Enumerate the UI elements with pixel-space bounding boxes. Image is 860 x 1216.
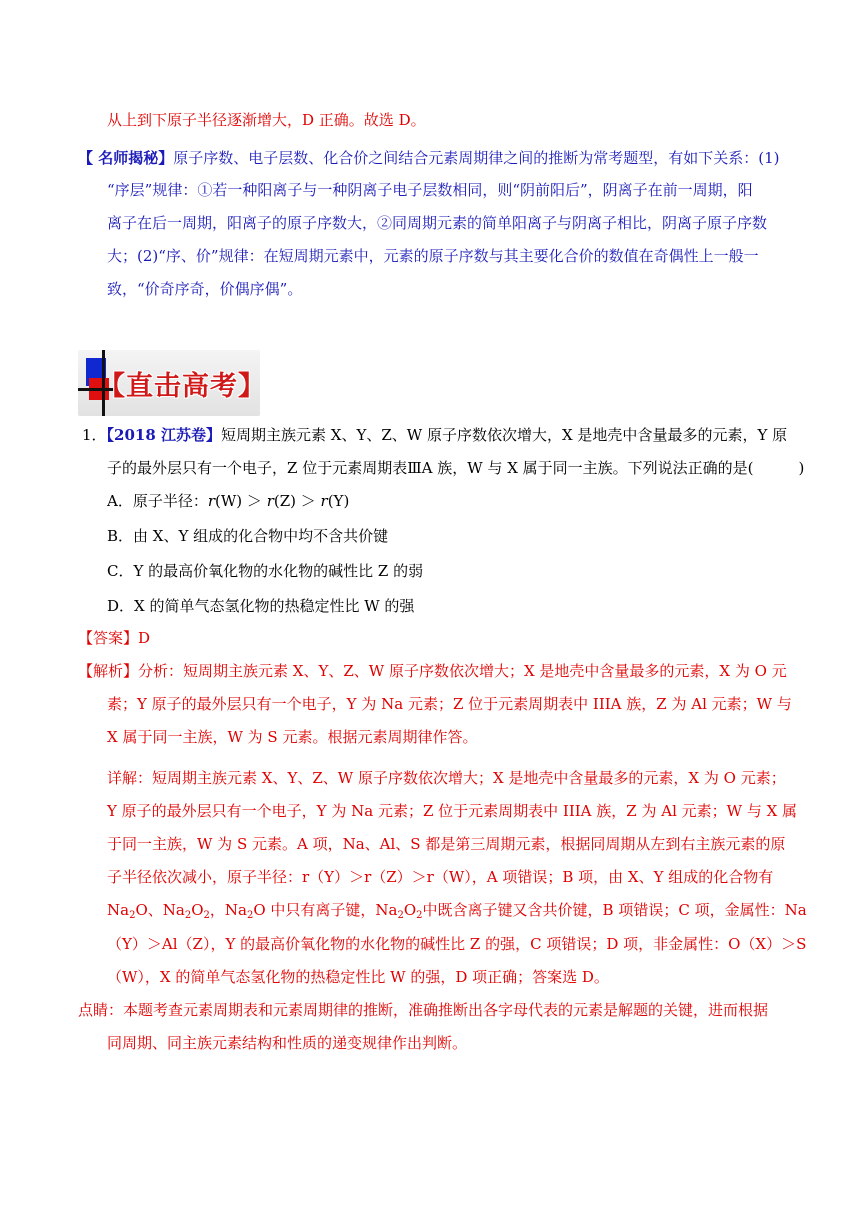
question-source: 【2018 江苏卷】 [106,426,222,444]
analysis-line-9: （Y）＞Al（Z），Y 的最高价氧化物的水化物的碱性比 Z 的强，C 项错误；D 项，非金属性：O（X）＞S [107,935,807,953]
tip-line-1: 【 名师揭秘】原子序数、电子层数、化合价之间结合元素周期律之间的推断为常考题型，有如下关系：(1) [78,149,780,167]
option-a: A．原子半径：r(W) ＞ r(Z) ＞ r(Y) [107,492,350,510]
analysis-line-3: X 属于同一主族，W 为 S 元素。根据元素周期律作答。 [107,728,478,746]
tip-line-4: 大；(2)“序、价”规律：在短周期元素中，元素的原子序数与其主要化合价的数值在奇偶性上一般一 [107,247,759,265]
question-line-2: 子的最外层只有一个电子，Z 位于元素周期表ⅢA 族，W 与 X 属于同一主族。下列说法正确的是( ) [107,459,805,477]
tip-line-5: 致，“价奇序奇，价偶序偶”。 [107,280,303,298]
tip-label: 【 名师揭秘】 [78,149,174,167]
option-d: D．X 的简单气态氢化物的热稳定性比 W 的强 [107,597,415,615]
answer-value: D [138,629,151,647]
comment-line-1: 点睛：本题考查元素周期表和元素周期律的推断，准确推断出各字母代表的元素是解题的关键，进而根据 [78,1001,769,1019]
analysis-line-4: 详解：短周期主族元素 X、Y、Z、W 原子序数依次增大；X 是地壳中含量最多的元素，X 为 O 元素； [107,769,786,787]
analysis-line-2: 素；Y 原子的最外层只有一个电子，Y 为 Na 元素；Z 位于元素周期表中 IIIA 族，Z 为 Al 元素；W 与 [107,695,792,713]
analysis-line-10: （W），X 的简单气态氢化物的热稳定性比 W 的强，D 项正确；答案选 D。 [107,968,609,986]
section-banner [78,350,266,416]
question-number: 1． [82,426,107,444]
banner-title: 【直击高考】 [98,371,266,402]
answer-line [78,628,150,648]
answer-label: 【答案】 [78,629,139,647]
question-line-1: 1．【2018 江苏卷】短周期主族元素 X、Y、Z、W 原子序数依次增大，X 是地壳中含量最多的元素，Y 原 [82,426,788,444]
prev-analysis-line: 从上到下原子半径逐渐增大，D 正确。故选 D。 [107,111,426,129]
analysis-line-7: 子半径依次减小，原子半径：r（Y）＞r（Z）＞r（W），A 项错误；B 项，由 X、Y 组成的化合物有 [107,868,774,886]
comment-line-2: 同周期、同主族元素结构和性质的递变规律作出判断。 [107,1034,468,1052]
analysis-line-8: $Na_2O$、$Na_2O_2$，$Na_2O$ 中只有离子键，$Na_2O_2$中既含离子键又含共价键，B 项错误；C 项，金属性：Na [107,901,807,921]
analysis-line-6: 于同一主族，W 为 S 元素。A 项，Na、Al、S 都是第三周期元素，根据同周期从左到右主族元素的原 [107,835,786,853]
analysis-label: 【解析】 [78,662,139,680]
analysis-line-1: 【解析】分析：短周期主族元素 X、Y、Z、W 原子序数依次增大；X 是地壳中含量最多的元素，X 为 O 元 [78,662,787,680]
analysis-line-5: Y 原子的最外层只有一个电子，Y 为 Na 元素；Z 位于元素周期表中 IIIA 族，Z 为 Al 元素；W 与 X 属 [107,802,798,820]
tip-line-2: “序层”规律：①若一种阳离子与一种阴离子电子层数相同，则“阴前阳后”，阴离子在前一周期，阳 [107,181,753,199]
option-b: B．由 X、Y 组成的化合物中均不含共价键 [107,527,389,545]
tip-line-3: 离子在后一周期，阳离子的原子序数大，②同周期元素的简单阳离子与阴离子相比，阴离子原子序数 [107,214,768,232]
option-c: C．Y 的最高价氧化物的水化物的碱性比 Z 的弱 [107,562,424,580]
